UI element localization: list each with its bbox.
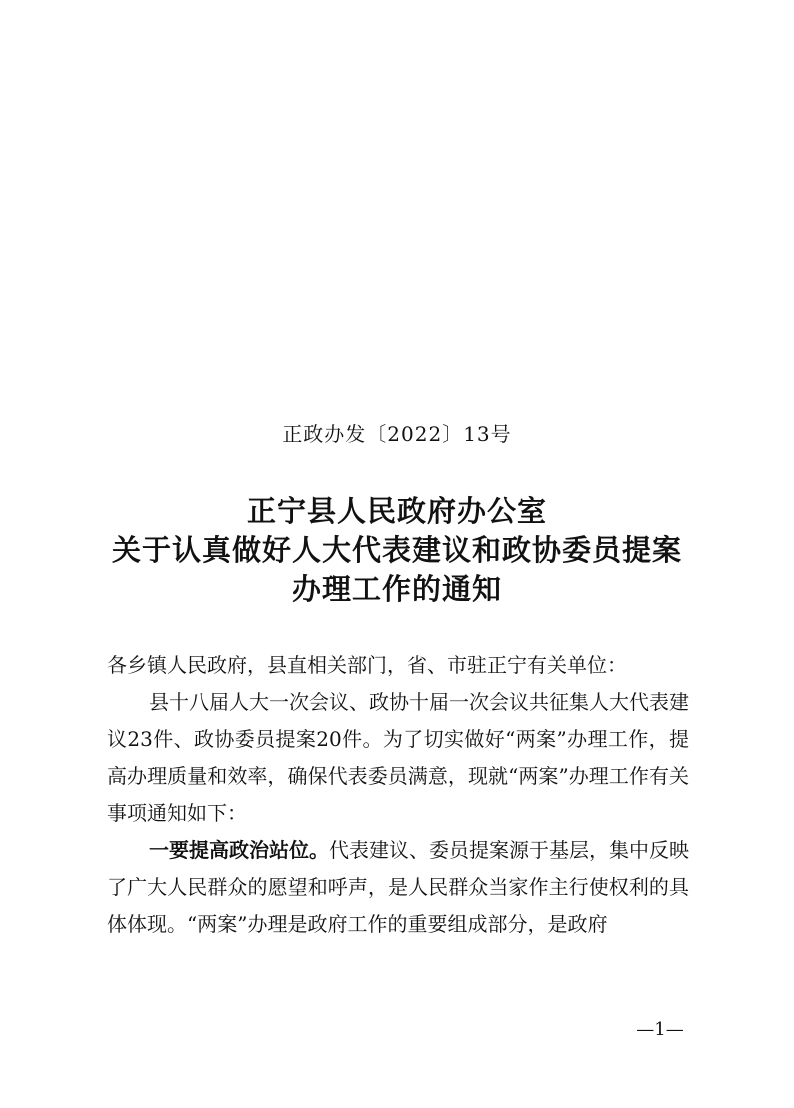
intro-paragraph: 县十八届人大一次会议、政协十届一次会议共征集人大代表建议23件、政协委员提案20件。为了切实做好“两案”办理工作，提高办理质量和效率，确保代表委员满意，现就“两案”办理工作有关事项通知如下： — [107, 690, 689, 825]
page-number: —1— — [636, 1019, 684, 1040]
document-body — [107, 647, 689, 943]
title-line-1: 正宁县人民政府办公室 — [246, 494, 547, 528]
title-line-3: 办理工作的通知 — [291, 572, 502, 606]
section-1-paragraph — [107, 832, 689, 943]
document-number: 正政办发〔2022〕13号 — [282, 422, 512, 446]
title-line-2: 关于认真做好人大代表建议和政协委员提案 — [111, 533, 682, 567]
section-1-text: 代表建议、委员提案源于基层，集中反映了广大人民群众的愿望和呼声，是人民群众当家作主行使权利的具体体现。“两案”办理是政府工作的重要组成部分，是政府 — [107, 838, 689, 936]
recipients-line: 各乡镇人民政府，县直相关部门，省、市驻正宁有关单位： — [107, 653, 627, 677]
section-1-heading: 一要提高政治站位。 — [149, 838, 329, 862]
document-title — [0, 492, 794, 609]
